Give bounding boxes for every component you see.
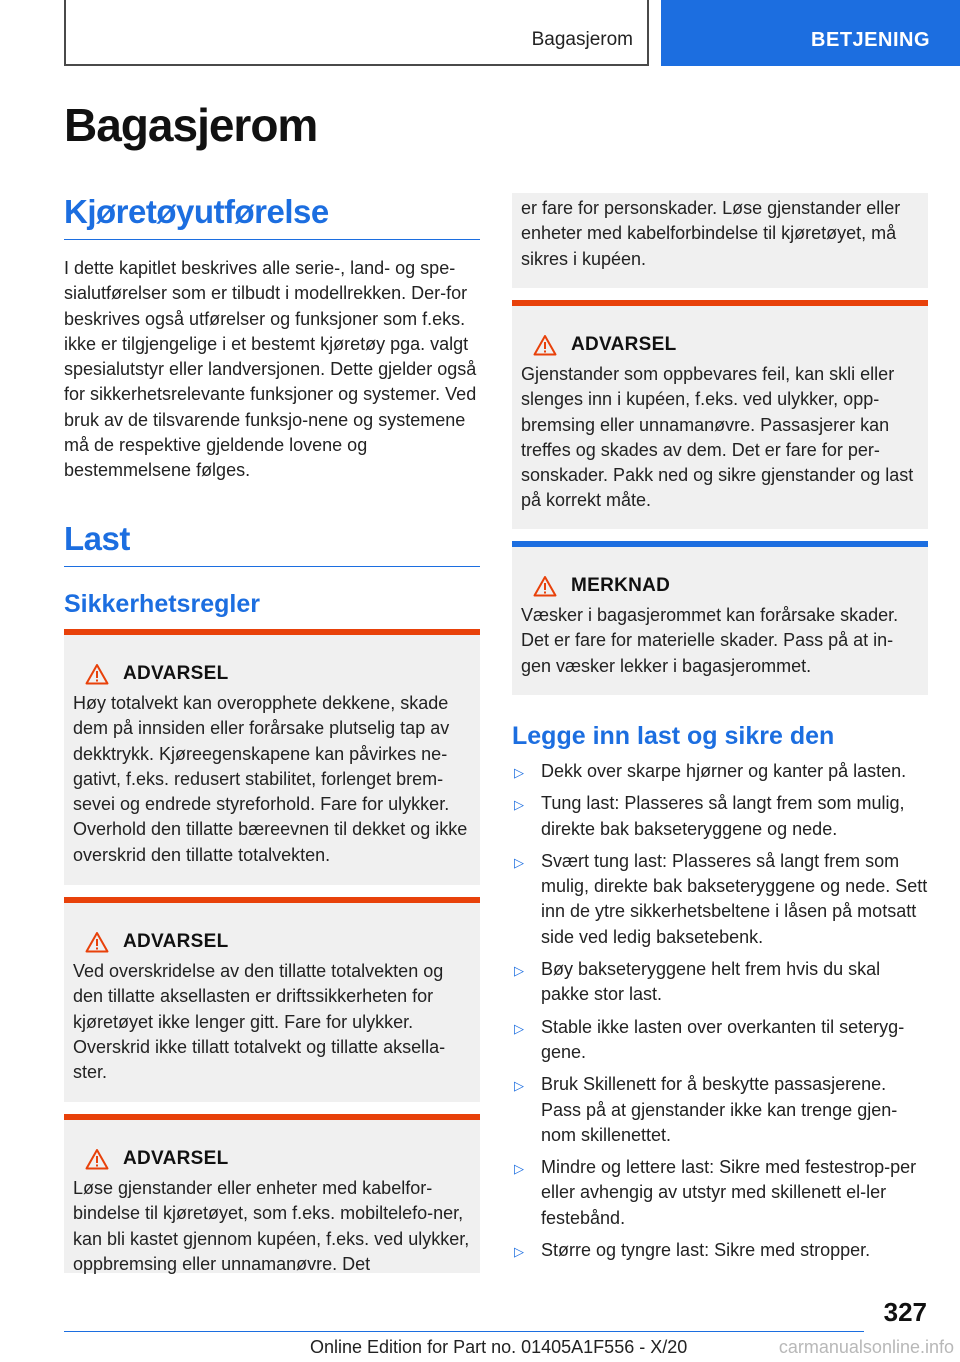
triangle-bullet-icon: ▷ <box>514 963 524 979</box>
note-title: MERKNAD <box>571 575 671 596</box>
heading-vehicle-version: Kjøretøyutførelse <box>64 193 480 240</box>
page-number: 327 <box>883 1297 927 1327</box>
warning-box-continued <box>512 193 928 288</box>
list-item: ▷ Bøy bakseteryggene helt frem hvis du skal pakke stor last. <box>514 959 881 1005</box>
footer-divider <box>64 1331 864 1332</box>
vehicle-version-text: I dette kapitlet beskrives alle serie-, land- og spe-sialutførelser som er tilbudt i modellrekken. Der-for beskrives også utførelser og funksjoner som f.eks. ikke er tilgjengelige i et bestemt kjøretøy pga. valgt spesialutstyr eller landversjonen. Dette gjelder også for sikkerhetsrelevante funksjoner og systemer. Ved bruk av de tilsvarende funksjo-nene og systemene må de respektive gjeldende lovene og bestemmelsene følges. <box>64 258 477 481</box>
header-chapter-title: BETJENING <box>811 29 930 51</box>
warning-text: Løse gjenstander eller enheter med kabelfor-bindelse til kjøretøyet, som f.eks. mobiltelefo-ner, kan bli kastet gjennom kupéen, f.eks. ved ulykker, oppbremsing eller unnamanøvre. Det <box>73 1178 470 1274</box>
heading-safety-rules: Sikkerhetsregler <box>64 590 260 618</box>
warning-triangle-icon <box>533 334 557 356</box>
warning-triangle-icon <box>85 663 109 685</box>
page-title: Bagasjerom <box>64 99 318 151</box>
header-section-title: Bagasjerom <box>531 29 633 50</box>
warning-text: Gjenstander som oppbevares feil, kan skli eller slenges inn i kupéen, f.eks. ved ulykker, opp-bremsing eller unnamanøvre. Passasjerer kan treffes og skades av dem. Det er fare for per-sonskader. Pakk ned og sikre gjenstander og last på korrekt måte. <box>521 364 914 511</box>
list-item: ▷ Større og tyngre last: Sikre med stropper. <box>512 1238 928 1263</box>
list-item: ▷ Stable ikke lasten over overkanten til seteryg-gene. <box>514 1016 905 1062</box>
triangle-bullet-icon: ▷ <box>514 1078 524 1094</box>
triangle-bullet-icon: ▷ <box>514 797 524 813</box>
list-item: ▷ Mindre og lettere last: Sikre med festestrop-per eller avhengig av utstyr med skillenett el-ler festebånd. <box>514 1157 917 1228</box>
warning-triangle-icon <box>85 1148 109 1170</box>
list-item: ▷ Dekk over skarpe hjørner og kanter på lasten. <box>512 759 928 784</box>
triangle-bullet-icon: ▷ <box>514 1161 524 1177</box>
list-item: ▷ Svært tung last: Plasseres så langt frem som mulig, direkte bak bakseteryggene og nede. Sett inn de ytre sikkerhetsbeltene i låsen på motsatt side ved ledig baksetebenk. <box>514 850 928 947</box>
triangle-bullet-icon: ▷ <box>514 1244 524 1260</box>
list-item: ▷ Bruk Skillenett for å beskytte passasjerene. Pass på at gjenstander ikke kan trenge gjen-nom skillenettet. <box>514 1074 898 1145</box>
header-chapter-tab <box>661 0 960 66</box>
heading-load: Last <box>64 520 480 567</box>
warning-text-continued: er fare for personskader. Løse gjenstander eller enheter med kabelforbindelse til kjøretøyet, må sikres i kupéen. <box>521 198 901 269</box>
notice-triangle-icon <box>533 575 557 597</box>
loading-instructions-list <box>512 759 928 1270</box>
warning-text: Ved overskridelse av den tillatte totalvekten og den tillatte aksellasten er driftssikkerheten for kjøretøyet ikke lenger gitt. Fare for ulykker. Overskrid ikke tillatt totalvekt og tillatte aksella-ster. <box>73 961 446 1083</box>
warning-title: ADVARSEL <box>123 663 229 684</box>
heading-loading-securing: Legge inn last og sikre den <box>512 722 835 750</box>
triangle-bullet-icon: ▷ <box>514 854 524 870</box>
triangle-bullet-icon: ▷ <box>514 1020 524 1036</box>
warning-title: ADVARSEL <box>571 334 677 355</box>
warning-box-stowage <box>512 300 928 529</box>
triangle-bullet-icon: ▷ <box>514 765 524 780</box>
header-section-tab <box>64 0 649 66</box>
note-box-liquids <box>512 541 928 695</box>
footer-watermark: carmanualsonline.info <box>778 1337 954 1357</box>
note-text: Væsker i bagasjerommet kan forårsake skader. Det er fare for materielle skader. Pass på at in-gen væsker lekker i bagasjerommet. <box>521 605 899 676</box>
footer-edition: Online Edition for Part no. 01405A1F556 - X/20 <box>310 1337 688 1357</box>
warning-box-total-weight <box>64 629 480 885</box>
warning-text: Høy totalvekt kan overopphete dekkene, skade dem på innsiden eller forårsake plutselig tap av dekktrykk. Kjøreegenskapene kan påvirkes ne-gativt, f.eks. redusert stabilitet, forlenget brem-sevei og endrede styreforhold. Fare for ulykker. Overhold den tillatte bæreevnen til dekket og ikke overskrid den tillatte totalvekten. <box>73 693 468 865</box>
warning-title: ADVARSEL <box>123 1148 229 1169</box>
warning-box-axle-load <box>64 897 480 1102</box>
warning-box-loose-objects <box>64 1114 480 1273</box>
warning-title: ADVARSEL <box>123 931 229 952</box>
warning-triangle-icon <box>85 931 109 953</box>
list-item: ▷ Tung last: Plasseres så langt frem som mulig, direkte bak bakseteryggene og nede. <box>514 793 905 839</box>
